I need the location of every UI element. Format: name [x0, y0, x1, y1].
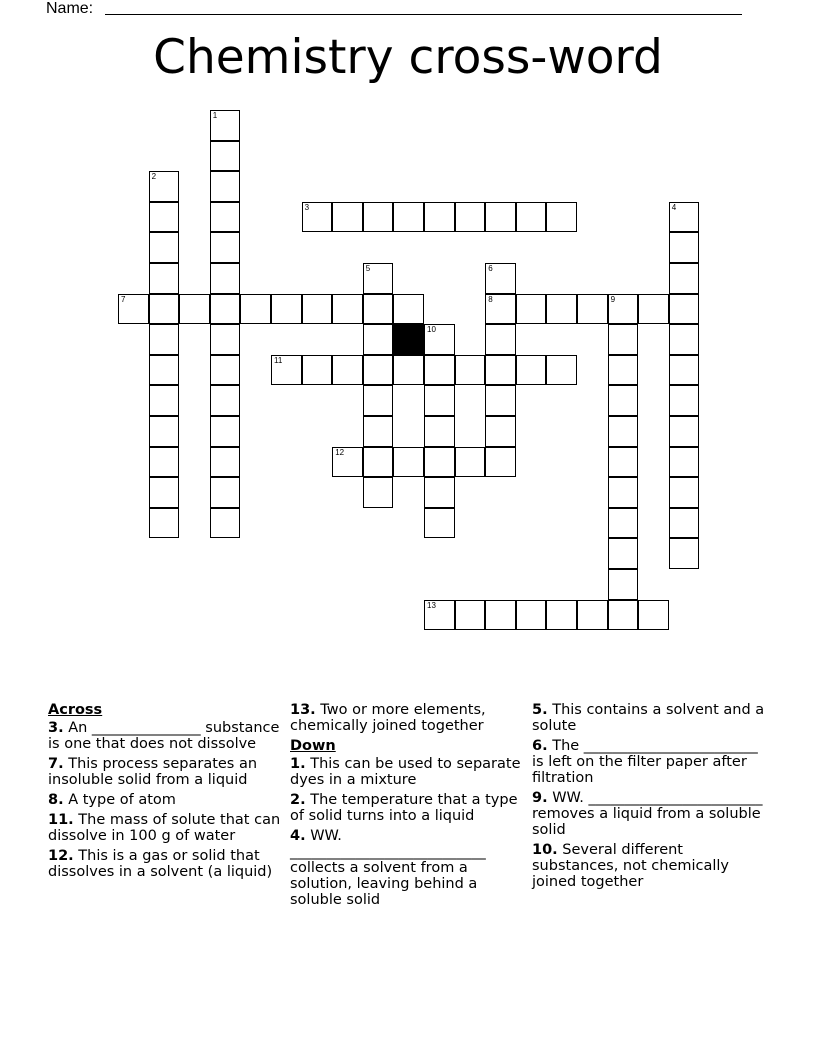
grid-cell[interactable] — [546, 294, 577, 325]
grid-cell[interactable] — [210, 202, 241, 233]
grid-cell[interactable] — [424, 600, 455, 631]
clue-number: 13 — [427, 600, 436, 610]
grid-cell[interactable] — [638, 294, 669, 325]
grid-cell[interactable] — [608, 294, 639, 325]
across-heading: Across — [48, 702, 103, 718]
clue-down-6: 6. The ________________________ is left on the filter paper after filtration — [532, 738, 758, 786]
grid-cell[interactable] — [210, 324, 241, 355]
clue-across-7: 7. This process separates an insoluble solid from a liquid — [48, 756, 258, 788]
clue-down-9: 9. WW. ________________________ removes a liquid from a soluble solid — [532, 790, 763, 838]
grid-cell[interactable] — [669, 508, 700, 539]
grid-cell[interactable] — [669, 294, 700, 325]
grid-cell[interactable] — [149, 324, 180, 355]
grid-cell[interactable] — [546, 600, 577, 631]
grid-cell[interactable] — [669, 202, 700, 233]
grid-cell[interactable] — [424, 416, 455, 447]
grid-cell[interactable] — [149, 416, 180, 447]
clue-number: 11 — [274, 355, 283, 365]
grid-cell[interactable] — [608, 355, 639, 386]
name-label: Name: — [46, 0, 94, 17]
grid-cell[interactable] — [149, 508, 180, 539]
clue-number: 6 — [488, 264, 493, 273]
grid-cell[interactable] — [608, 508, 639, 539]
grid-cell[interactable] — [302, 202, 333, 233]
grid-cell[interactable] — [669, 416, 700, 447]
grid-cell[interactable] — [210, 385, 241, 416]
name-field[interactable] — [105, 14, 742, 15]
clue-number: 1 — [212, 111, 218, 120]
clue-number: 5 — [365, 264, 371, 273]
clue-down-10: 10. Several different substances, not chemically joined together — [532, 842, 730, 890]
grid-cell[interactable] — [608, 538, 639, 569]
clue-across-12: 12. This is a gas or solid that dissolves in a solvent (a liquid) — [48, 848, 273, 880]
grid-cell[interactable] — [149, 355, 180, 386]
grid-cell[interactable] — [149, 232, 180, 263]
grid-cell[interactable] — [302, 294, 333, 325]
clue-across-8: 8. A type of atom — [48, 792, 176, 808]
grid-cell[interactable] — [424, 202, 455, 233]
clue-number: 8 — [488, 294, 493, 304]
grid-cell[interactable] — [363, 202, 394, 233]
grid-cell[interactable] — [424, 324, 455, 355]
grid-cell[interactable] — [485, 324, 516, 355]
page-title: Chemistry cross-word — [153, 30, 663, 85]
grid-cell[interactable] — [455, 447, 486, 478]
grid-cell[interactable] — [210, 447, 241, 478]
grid-cell[interactable] — [393, 202, 424, 233]
grid-cell[interactable] — [669, 232, 700, 263]
grid-cell[interactable] — [608, 416, 639, 447]
grid-cell[interactable] — [149, 171, 180, 202]
grid-cell[interactable] — [485, 447, 516, 478]
grid-cell[interactable] — [424, 385, 455, 416]
grid-cell[interactable] — [608, 569, 639, 600]
clue-down-2: 2. The temperature that a type of solid turns into a liquid — [290, 792, 518, 824]
clue-across-13: 13. Two or more elements, chemically joined together — [290, 702, 486, 734]
grid-cell[interactable] — [271, 355, 302, 386]
grid-cell[interactable] — [455, 202, 486, 233]
grid-cell[interactable] — [669, 477, 700, 508]
grid-cell[interactable] — [393, 294, 424, 325]
clue-number: 7 — [121, 294, 126, 304]
grid-cell[interactable] — [332, 447, 363, 478]
grid-cell[interactable] — [149, 477, 180, 508]
clue-number: 4 — [671, 202, 677, 212]
grid-cell[interactable] — [546, 355, 577, 386]
clue-number: 12 — [335, 447, 345, 457]
clue-number: 10 — [427, 325, 436, 335]
grid-cell[interactable] — [302, 355, 333, 386]
grid-cell[interactable] — [271, 294, 302, 325]
grid-cell[interactable] — [669, 355, 700, 386]
grid-cell[interactable] — [455, 355, 486, 386]
grid-cell[interactable] — [210, 416, 241, 447]
grid-cell[interactable] — [669, 447, 700, 478]
grid-cell[interactable] — [485, 294, 516, 325]
clue-number: 3 — [304, 202, 310, 212]
grid-cell[interactable] — [608, 324, 639, 355]
grid-cell[interactable] — [363, 324, 394, 355]
grid-cell[interactable] — [332, 355, 363, 386]
grid-cell[interactable] — [149, 263, 180, 294]
grid-cell[interactable] — [179, 294, 210, 325]
grid-cell[interactable] — [516, 600, 547, 631]
grid-cell[interactable] — [577, 294, 608, 325]
grid-cell[interactable] — [210, 171, 241, 202]
grid-cell[interactable] — [669, 263, 700, 294]
grid-cell[interactable] — [669, 324, 700, 355]
grid-cell[interactable] — [210, 263, 241, 294]
grid-cell[interactable] — [485, 202, 516, 233]
grid-cell[interactable] — [149, 447, 180, 478]
grid-cell[interactable] — [210, 508, 241, 539]
grid-cell[interactable] — [210, 477, 241, 508]
grid-cell[interactable] — [608, 477, 639, 508]
grid-cell[interactable] — [485, 416, 516, 447]
grid-cell[interactable] — [516, 355, 547, 386]
grid-cell[interactable] — [485, 385, 516, 416]
grid-cell[interactable] — [608, 447, 639, 478]
grid-cell[interactable] — [516, 202, 547, 233]
grid-cell[interactable] — [363, 447, 394, 478]
grid-cell[interactable] — [363, 477, 394, 508]
grid-cell[interactable] — [608, 600, 639, 631]
grid-cell[interactable] — [210, 232, 241, 263]
grid-cell[interactable] — [240, 294, 271, 325]
clue-number: 9 — [610, 294, 616, 304]
grid-cell[interactable] — [424, 447, 455, 478]
clue-down-4: 4. WW. ___________________________ collects a solvent from a solution, leaving behind a soluble solid — [290, 828, 486, 908]
grid-cell[interactable] — [210, 294, 241, 325]
grid-cell[interactable] — [608, 385, 639, 416]
grid-cell[interactable] — [363, 385, 394, 416]
clues-column-3 — [532, 702, 768, 894]
grid-cell[interactable] — [669, 385, 700, 416]
grid-cell[interactable] — [577, 600, 608, 631]
grid-cell[interactable] — [455, 600, 486, 631]
grid-cell[interactable] — [424, 508, 455, 539]
grid-cell[interactable] — [363, 263, 394, 294]
grid-cell[interactable] — [485, 600, 516, 631]
down-heading: Down — [290, 738, 336, 754]
grid-cell[interactable] — [638, 600, 669, 631]
grid-cell[interactable] — [332, 202, 363, 233]
grid-cell[interactable] — [363, 355, 394, 386]
grid-cell[interactable] — [210, 110, 241, 141]
clue-across-3: 3. An _______________ substance is one that does not dissolve — [48, 720, 280, 752]
grid-cell[interactable] — [118, 294, 149, 325]
clues-column-1 — [48, 702, 284, 884]
grid-cell[interactable] — [363, 294, 394, 325]
clues-column-2 — [290, 702, 526, 912]
grid-cell[interactable] — [516, 294, 547, 325]
clue-down-1: 1. This can be used to separate dyes in a mixture — [290, 756, 521, 788]
grid-cell[interactable] — [546, 202, 577, 233]
grid-cell[interactable] — [149, 202, 180, 233]
grid-cell[interactable] — [485, 355, 516, 386]
blocked-cell — [393, 324, 424, 355]
grid-cell[interactable] — [210, 355, 241, 386]
grid-cell[interactable] — [424, 355, 455, 386]
clue-number: 2 — [151, 172, 157, 182]
grid-cell[interactable] — [210, 141, 241, 172]
clue-across-11: 11. The mass of solute that can dissolve in 100 g of water — [48, 812, 281, 844]
grid-cell[interactable] — [393, 355, 424, 386]
grid-cell[interactable] — [424, 477, 455, 508]
clue-down-5: 5. This contains a solvent and a solute — [532, 702, 765, 734]
grid-cell[interactable] — [669, 538, 700, 569]
grid-cell[interactable] — [363, 416, 394, 447]
grid-cell[interactable] — [332, 294, 363, 325]
grid-cell[interactable] — [149, 385, 180, 416]
grid-cell[interactable] — [393, 447, 424, 478]
grid-cell[interactable] — [149, 294, 180, 325]
grid-cell[interactable] — [485, 263, 516, 294]
